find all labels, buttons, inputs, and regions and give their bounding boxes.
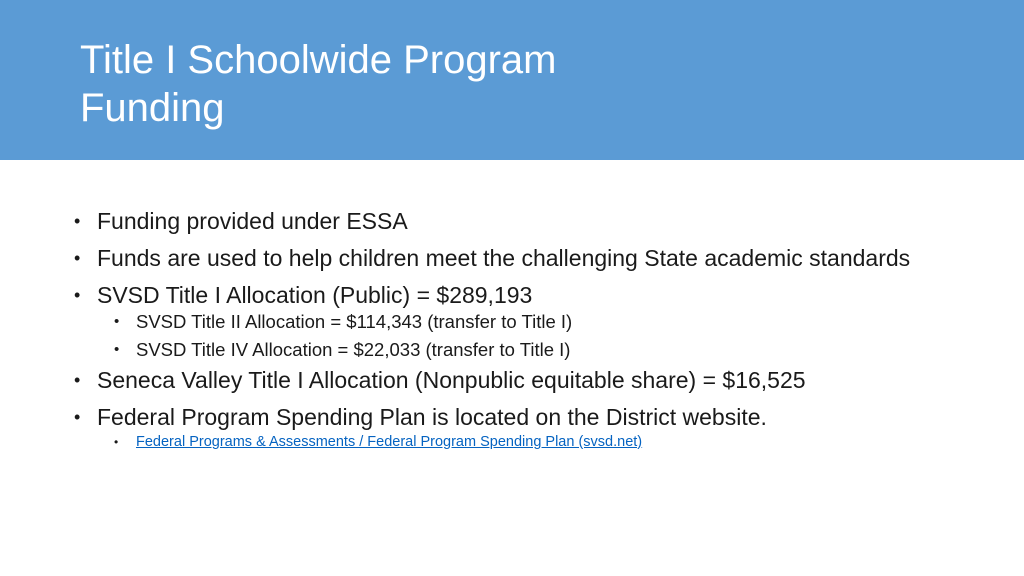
bullet-text: SVSD Title I Allocation (Public) = $289,193 [97,282,533,308]
slide-title [80,36,780,132]
bullet-text: Funds are used to help children meet the challenging State academic standards [97,245,911,271]
sub-bullet-title-ii [74,311,954,333]
bullet-item-essa [74,208,954,234]
sub-bullet-list [74,311,954,361]
bullet-icon: • [74,407,81,427]
sub-bullet-text: SVSD Title IV Allocation = $22,033 (transfer to Title I) [136,339,571,360]
bullet-list-2 [74,367,954,430]
bullet-item-spending-plan [74,404,954,430]
bullet-icon: • [74,285,81,305]
sub-bullet-title-iv [74,339,954,361]
title-line-1: Title I Schoolwide Program [80,38,557,82]
bullet-text: Funding provided under ESSA [97,208,408,234]
bullet-icon: • [114,313,120,330]
bullet-icon: • [74,370,81,390]
bullet-item-funds-use [74,245,954,271]
bullet-text: Seneca Valley Title I Allocation (Nonpublic equitable share) = $16,525 [97,367,806,393]
sub-bullet-list-2 [74,433,954,451]
bullet-icon: • [74,248,81,268]
bullet-icon: • [114,435,119,449]
bullet-icon: • [114,341,120,358]
title-line-2: Funding [80,86,225,130]
bullet-icon: • [74,211,81,231]
bullet-item-title-i-public [74,282,954,308]
bullet-item-nonpublic [74,367,954,393]
title-bar [0,0,1024,160]
bullet-text: Federal Program Spending Plan is located on the District website. [97,404,767,430]
sub-bullet-link-item [74,433,954,451]
spending-plan-link[interactable]: Federal Programs & Assessments / Federal Program Spending Plan (svsd.net) [136,434,643,450]
bullet-list [74,208,954,308]
sub-bullet-text: SVSD Title II Allocation = $114,343 (transfer to Title I) [136,311,573,332]
slide-content [74,204,954,457]
